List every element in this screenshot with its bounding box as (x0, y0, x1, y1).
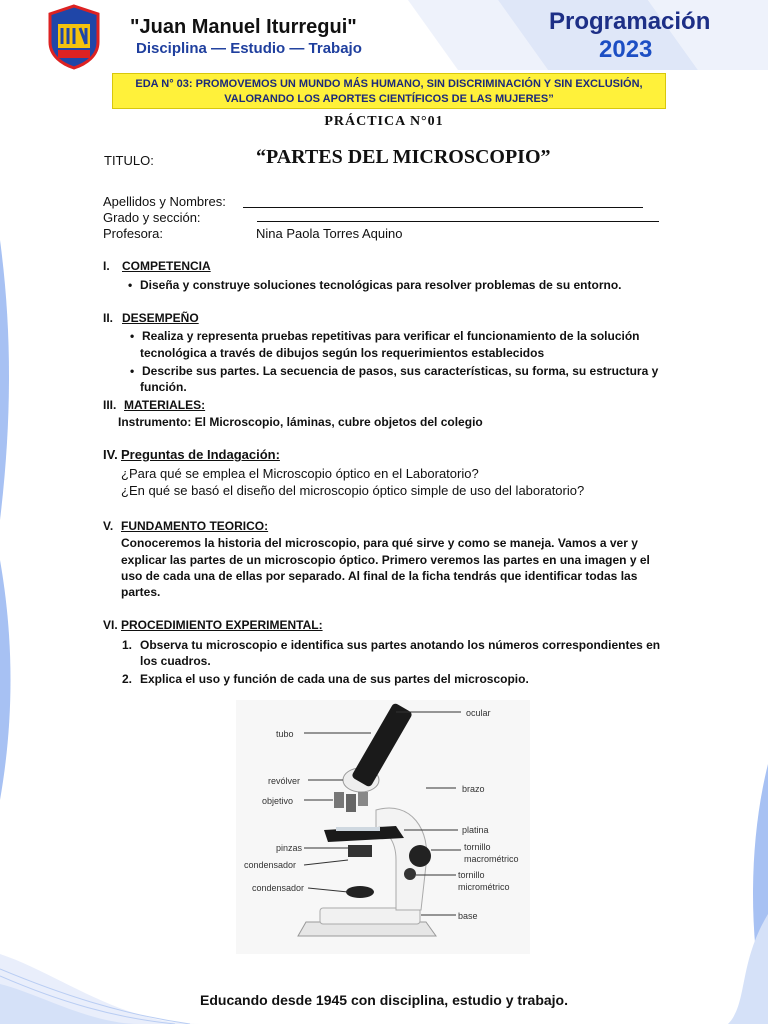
step-1-line-1: Observa tu microscopio e identifica sus partes anotando los números correspondientes en (140, 638, 661, 652)
label-tubo: tubo (276, 729, 294, 739)
desempeno-item-2-cont: función. (140, 380, 187, 394)
titulo-label: TITULO: (104, 153, 154, 168)
indagacion-question-1: ¿Para qué se emplea el Microscopio óptico en el Laboratorio? (121, 466, 479, 481)
objective-3 (358, 792, 368, 806)
fine-focus-knob (404, 868, 416, 880)
label-brazo: brazo (462, 784, 485, 794)
section-indagacion-num: IV. (103, 447, 118, 462)
section-materiales-title: MATERIALES: (124, 398, 206, 412)
section-fundamento-num: V. (103, 519, 114, 533)
materiales-item: Instrumento: El Microscopio, láminas, cubre objetos del colegio (118, 415, 483, 429)
section-procedimiento-num: VI. (103, 618, 118, 632)
program-title: Programación (549, 8, 711, 35)
fundamento-line-4: partes. (121, 585, 161, 599)
grade-label: Grado y sección: (103, 210, 201, 225)
practica-title: PRÁCTICA N°01 (324, 114, 444, 129)
label-platina: platina (462, 825, 489, 835)
light-source (346, 886, 374, 898)
eda-banner (112, 73, 666, 109)
desempeno-item-1-cont: tecnológica a través de dibujos según los requerimientos establecidos (140, 346, 545, 360)
step-1-number: 1. (122, 638, 133, 652)
desempeno-item-1: • Realiza y representa pruebas repetitivas para verificar el funcionamiento de la solución (130, 329, 640, 343)
left-decoration (0, 0, 30, 1024)
school-logo (48, 4, 100, 70)
desempeno-item-2: • Describe sus partes. La secuencia de pasos, sus características, su forma, su estructura y (130, 364, 659, 378)
fundamento-line-3: uso de cada una de ellas por separado. Al final de la ficha tendrás que identificar todas las (121, 569, 638, 583)
competencia-item: • Diseña y construye soluciones tecnológicas para resolver problemas de su entorno. (128, 278, 622, 292)
step-2-number: 2. (122, 672, 133, 686)
microscope-figure (236, 700, 530, 954)
footer-slogan: Educando desde 1945 con disciplina, estudio y trabajo. (200, 992, 568, 1008)
objective-2 (346, 794, 356, 812)
bottom-right-decoration (688, 764, 768, 1024)
section-competencia-title: COMPETENCIA (122, 259, 211, 273)
slide (336, 827, 380, 831)
fundamento-line-1: Conoceremos la historia del microscopio, para qué sirve y como se maneja. Vamos a ver y (121, 536, 638, 550)
eda-line-1: EDA N° 03: PROMOVEMOS UN MUNDO MÁS HUMANO, SIN DISCRIMINACIÓN Y SIN EXCLUSIÓN, (135, 78, 643, 90)
coarse-focus-knob (409, 845, 431, 867)
label-objetivo: objetivo (262, 796, 294, 806)
school-name: "Juan Manuel Iturregui" (130, 16, 357, 38)
section-desempeno-num: II. (103, 311, 114, 325)
label-revolver: revólver (268, 776, 301, 786)
microscope-diagram (236, 700, 530, 954)
titulo-value: “PARTES DEL MICROSCOPIO” (256, 146, 551, 168)
label-tornillo-macro-1: tornillo (464, 842, 491, 852)
grade-line (257, 221, 659, 222)
section-procedimiento-title: PROCEDIMIENTO EXPERIMENTAL: (121, 618, 323, 632)
microscope-tube (351, 702, 413, 787)
objective-1 (334, 792, 344, 808)
section-indagacion-title: Preguntas de Indagación: (121, 447, 280, 462)
step-1-line-2: los cuadros. (140, 654, 211, 668)
program-year: 2023 (599, 36, 653, 63)
label-tornillo-micro-1: tornillo (458, 870, 485, 880)
step-2-line-1: Explica el uso y función de cada una de sus partes del microscopio. (140, 672, 529, 686)
teacher-value: Nina Paola Torres Aquino (256, 226, 403, 241)
label-base: base (458, 911, 478, 921)
section-fundamento-title: FUNDAMENTO TEORICO: (121, 519, 269, 533)
label-condensador-2: condensador (252, 883, 305, 893)
section-materiales-num: III. (103, 398, 117, 412)
names-line (243, 207, 643, 208)
label-condensador-1: condensador (244, 860, 297, 870)
school-motto: Disciplina — Estudio — Trabajo (136, 40, 362, 57)
eda-line-2: VALORANDO LOS APORTES CIENTÍFICOS DE LAS MUJERES” (224, 93, 554, 105)
label-tornillo-micro-2: micrométrico (458, 882, 510, 892)
fundamento-line-2: explicar las partes de un microscopio óptico. Primero veremos las partes en una imagen y el (121, 553, 650, 567)
label-ocular: ocular (466, 708, 491, 718)
condenser (348, 845, 372, 857)
indagacion-question-2: ¿En qué se basó el diseño del microscopio óptico simple de uso del laboratorio? (121, 483, 585, 498)
section-desempeno-title: DESEMPEÑO (122, 311, 199, 325)
label-pinzas: pinzas (276, 843, 303, 853)
names-label: Apellidos y Nombres: (103, 194, 226, 209)
teacher-label: Profesora: (103, 226, 163, 241)
label-tornillo-macro-2: macrométrico (464, 854, 519, 864)
section-competencia-num: I. (103, 259, 110, 273)
